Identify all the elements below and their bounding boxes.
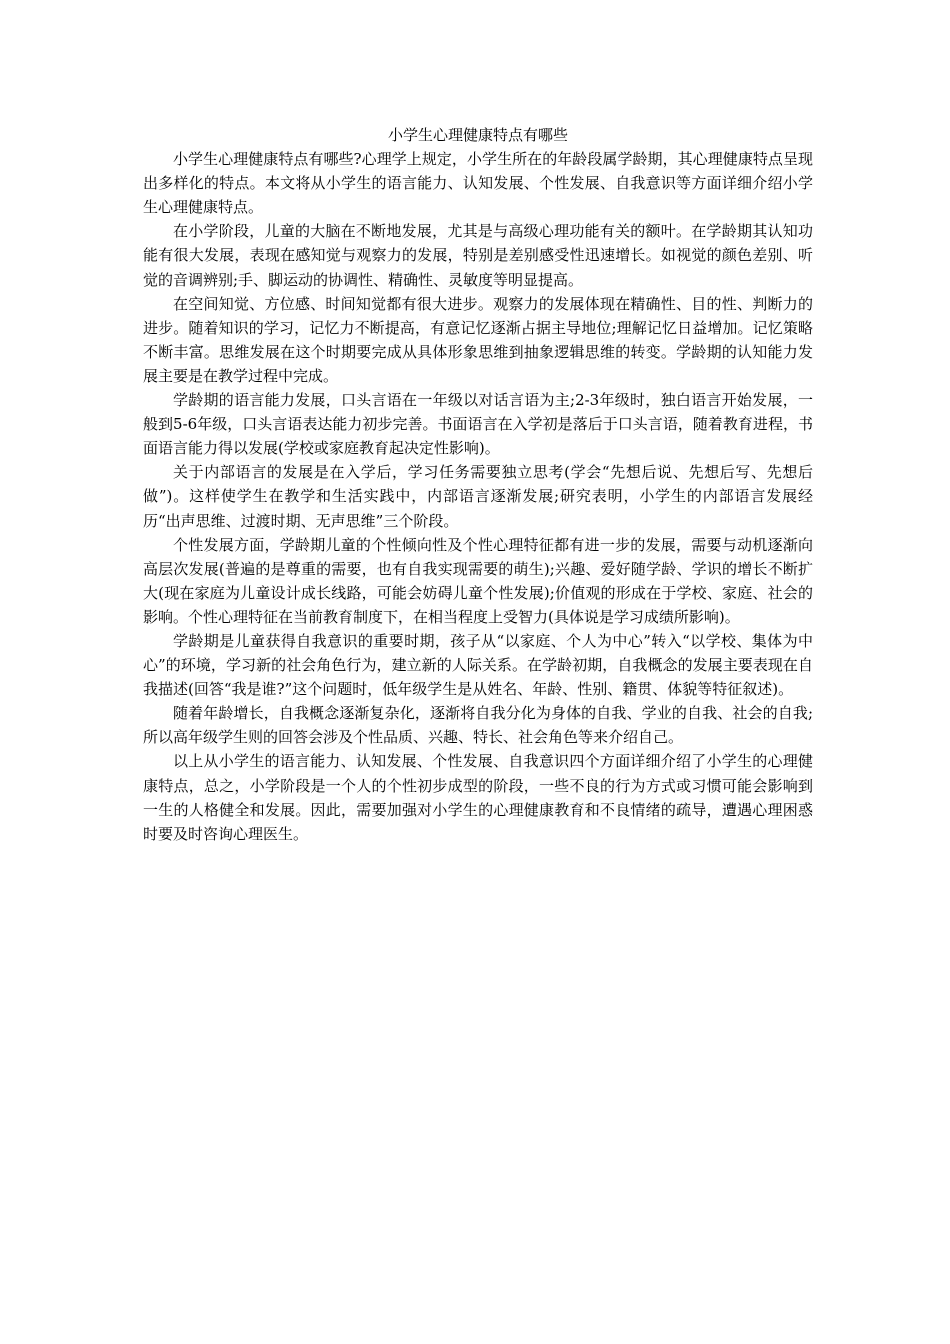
paragraph-brain-development: 在小学阶段，儿童的大脑在不断地发展，尤其是与高级心理功能有关的额叶。在学龄期其认知功能有很大发展，表现在感知觉与观察力的发展，特别是差别感受性迅速增长。如视觉的颜色差别、听觉的音调辨别;手、脚运动的协调性、精确性、灵敏度等明显提高。 <box>143 222 813 289</box>
paragraph-personality: 个性发展方面，学龄期儿童的个性倾向性及个性心理特征都有进一步的发展，需要与动机逐渐向高层次发展(普遍的是尊重的需要，也有自我实现需要的萌生);兴趣、爱好随学龄、学识的增长不断扩大(现在家庭为儿童设计成长线路，可能会妨碍儿童个性发展);价值观的形成在于学校、家庭、社会的影响。个性心理特征在当前教育制度下，在相当程度上受智力(具体说是学习成绩所影响)。 <box>143 535 813 626</box>
paragraph-self-concept: 随着年龄增长，自我概念逐渐复杂化，逐渐将自我分化为身体的自我、学业的自我、社会的自我;所以高年级学生则的回答会涉及个性品质、兴趣、特长、社会角色等来介绍自己。 <box>143 704 813 747</box>
document-body <box>143 123 813 846</box>
paragraph-self-awareness: 学龄期是儿童获得自我意识的重要时期，孩子从“以家庭、个人为中心”转入“以学校、集体为中心”的环境，学习新的社会角色行为，建立新的人际关系。在学龄初期，自我概念的发展主要表现在自我描述(回答“我是谁?”这个问题时，低年级学生是从姓名、年龄、性别、籍贯、体貌等特征叙述)。 <box>143 631 813 699</box>
paragraph-intro: 小学生心理健康特点有哪些?心理学上规定，小学生所在的年龄段属学龄期，其心理健康特点呈现出多样化的特点。本文将从小学生的语言能力、认知发展、个性发展、自我意识等方面详细介绍小学生心理健康特点。 <box>143 150 813 217</box>
paragraph-cognition: 在空间知觉、方位感、时间知觉都有很大进步。观察力的发展体现在精确性、目的性、判断力的进步。随着知识的学习，记忆力不断提高，有意记忆逐渐占据主导地位;理解记忆日益增加。记忆策略不断丰富。思维发展在这个时期要完成从具体形象思维到抽象逻辑思维的转变。学龄期的认知能力发展主要是在教学过程中完成。 <box>143 294 813 385</box>
paragraph-language: 学龄期的语言能力发展，口头言语在一年级以对话言语为主;2-3年级时，独白语言开始发展，一般到5-6年级，口头言语表达能力初步完善。书面语言在入学初是落后于口头言语，随着教育进程，书面语言能力得以发展(学校或家庭教育起决定性影响)。 <box>143 391 813 458</box>
document-title: 小学生心理健康特点有哪些 <box>387 126 568 144</box>
paragraph-inner-language: 关于内部语言的发展是在入学后，学习任务需要独立思考(学会“先想后说、先想后写、先想后做”)。这样使学生在教学和生活实践中，内部语言逐渐发展;研究表明，小学生的内部语言发展经历“出声思维、过渡时期、无声思维”三个阶段。 <box>143 463 813 530</box>
paragraph-conclusion: 以上从小学生的语言能力、认知发展、个性发展、自我意识四个方面详细介绍了小学生的心理健康特点，总之，小学阶段是一个人的个性初步成型的阶段，一些不良的行为方式或习惯可能会影响到一生的人格健全和发展。因此，需要加强对小学生的心理健康教育和不良情绪的疏导，遭遇心理困惑时要及时咨询心理医生。 <box>143 752 813 843</box>
